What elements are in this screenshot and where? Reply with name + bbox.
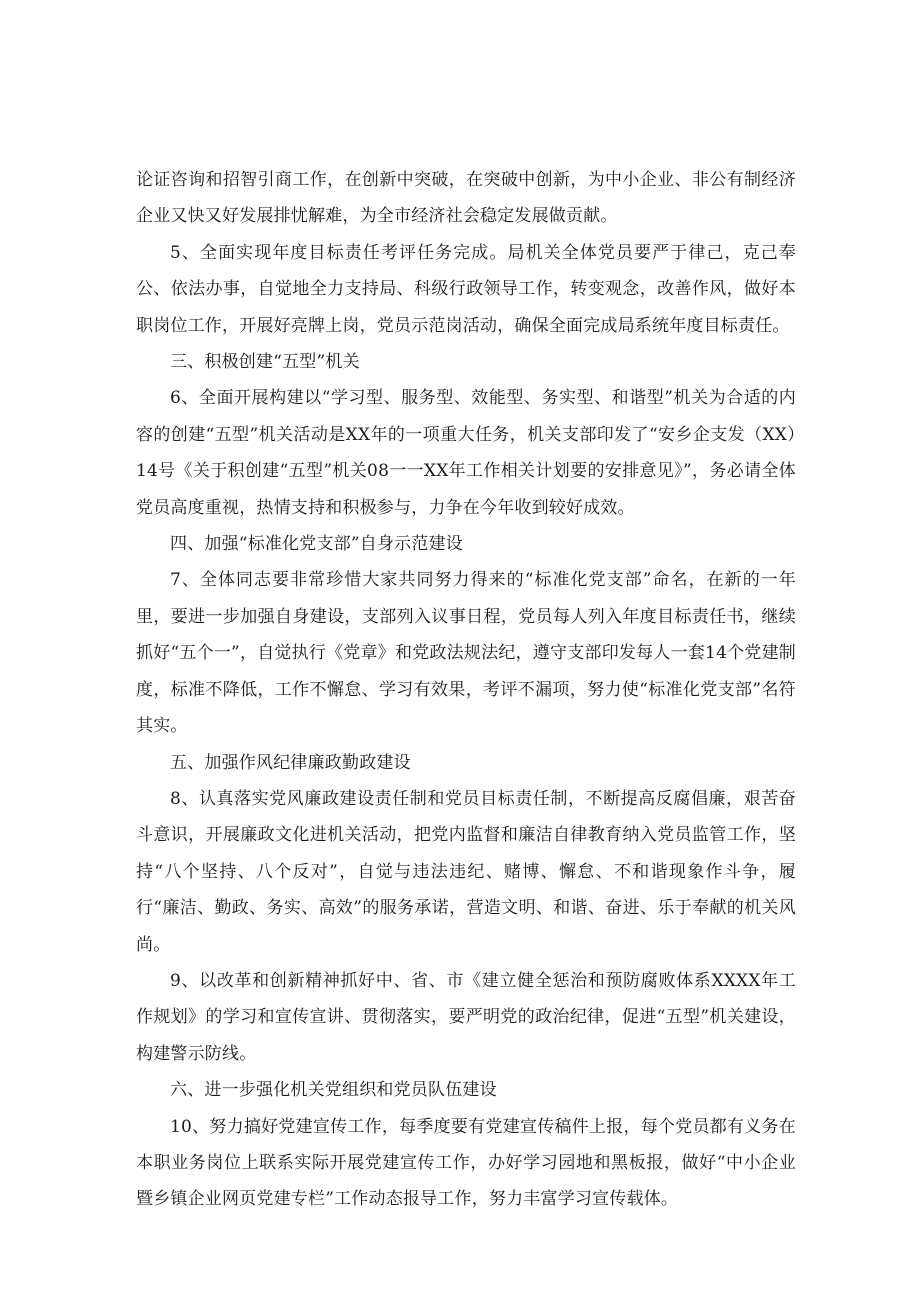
section-heading-3: 三、积极创建“五型”机关 — [170, 352, 360, 373]
paragraph-continuation: 论证咨询和招智引商工作，在创新中突破，在突破中创新，为中小企业、非公有制经济企业又快又好发展排忧解难，为全市经济社会稳定发展做贡献。 — [136, 170, 796, 227]
paragraph-item-6: 6、全面开展构建以“学习型、服务型、效能型、务实型、和谐型”机关为合适的内容的创建“五型”机关活动是XX年的一项重大任务，机关支部印发了“安乡企支发（XX）14号《关于积创建“五型”机关08一一XX年工作相关计划要的安排意见》”，务必请全体党员高度重视，热情支持和积极参与，力争在今年收到较好成效。 — [136, 388, 796, 518]
section-heading-6: 六、进一步强化机关党组织和党员队伍建设 — [170, 1080, 497, 1101]
paragraph-item-7: 7、全体同志要非常珍惜大家共同努力得来的“标准化党支部”命名，在新的一年里，要进一步加强自身建设，支部列入议事日程，党员每人列入年度目标责任书，继续抓好“五个一”，自觉执行《党章》和党政法规法纪，遵守支部印发每人一套14个党建制度，标准不降低，工作不懈怠、学习有效果，考评不漏项，努力使“标准化党支部”名符其实。 — [136, 570, 796, 737]
paragraph-item-10: 10、努力搞好党建宣传工作，每季度要有党建宣传稿件上报，每个党员都有义务在本职业务岗位上联系实际开展党建宣传工作，办好学习园地和黑板报，做好“中小企业暨乡镇企业网页党建专栏”工作动态报导工作，努力丰富学习宣传载体。 — [136, 1116, 796, 1210]
section-heading-5: 五、加强作风纪律廉政勤政建设 — [170, 752, 411, 773]
paragraph-item-9: 9、以改革和创新精神抓好中、省、市《建立健全惩治和预防腐败体系XXXX年工作规划》的学习和宣传宣讲、贯彻落实，要严明党的政治纪律，促进“五型”机关建设，构建警示防线。 — [136, 970, 796, 1064]
section-heading-4: 四、加强“标准化党支部”自身示范建设 — [170, 534, 463, 555]
paragraph-item-8: 8、认真落实党风廉政建设责任制和党员目标责任制，不断提高反腐倡廉，艰苦奋斗意识，开展廉政文化进机关活动，把党内监督和廉洁自律教育纳入党员监管工作，坚持“八个坚持、八个反对”，自觉与违法违纪、赌博、懈怠、不和谐现象作斗争，履行“廉洁、勤政、务实、高效”的服务承诺，营造文明、和谐、奋进、乐于奉献的机关风尚。 — [136, 788, 796, 955]
document-page — [136, 162, 796, 1218]
paragraph-item-5: 5、全面实现年度目标责任考评任务完成。局机关全体党员要严于律己，克己奉公、依法办事，自觉地全力支持局、科级行政领导工作，转变观念，改善作风，做好本职岗位工作，开展好亮牌上岗，党员示范岗活动，确保全面完成局系统年度目标责任。 — [136, 242, 796, 336]
